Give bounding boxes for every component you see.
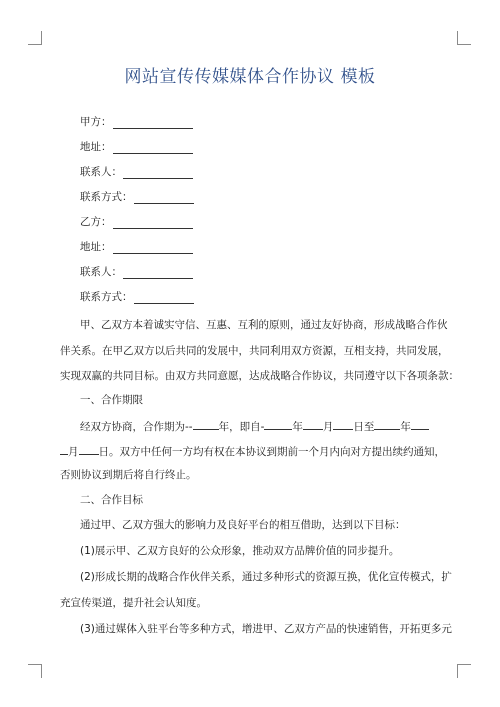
term-line-2 [60, 443, 445, 459]
term-month-1: 月 [322, 421, 334, 433]
party-a-field [80, 115, 193, 129]
section-2-heading: 二、合作目标 [80, 494, 143, 506]
goal-item-2-line-2: 充宣传渠道，提升社会认知度。 [60, 597, 207, 609]
contact-method-b-blank [134, 292, 194, 304]
term-blank-7 [60, 443, 68, 455]
party-a-label: 甲方： [80, 116, 112, 128]
term-blank-4 [333, 418, 353, 430]
section-1-heading: 一、合作期限 [80, 394, 143, 406]
document-title: 网站宣传传媒媒体合作协议 模板 [124, 67, 376, 87]
term-blank-6 [411, 418, 429, 430]
address-a-field [80, 140, 193, 154]
goal-item-3: (3)通过媒体入驻平台等多种方式，增进甲、乙双方产品的快速销售，开拓更多元 [80, 623, 452, 635]
contact-a-label: 联系人： [80, 166, 122, 178]
address-b-field [80, 240, 193, 254]
term-blank-8 [79, 443, 99, 455]
address-a-label: 地址： [80, 141, 112, 153]
term-line-1 [80, 418, 442, 434]
section-2-intro: 通过甲、乙双方强大的影响力及良好平台的相互借助，达到以下目标： [80, 519, 406, 531]
page-corner-mark-top-right [457, 31, 471, 45]
goal-item-1: (1)展示甲、乙双方良好的公众形象，推动双方品牌价值的同步提升。 [80, 545, 400, 557]
term-year-3: 年 [400, 421, 411, 433]
contact-method-a-label: 联系方式： [80, 191, 133, 203]
goal-item-2-line-1: (2)形成长期的战略合作伙伴关系，通过多种形式的资源互换，优化宣传模式，扩 [80, 571, 452, 583]
intro-line-3: 实现双赢的共同目标。由双方共同意愿，达成战略合作协议，共同遵守以下各项条款： [60, 370, 459, 382]
address-a-blank [113, 142, 193, 154]
term-blank-1 [193, 418, 219, 430]
contact-method-a-blank [134, 192, 194, 204]
contact-b-label: 联系人： [80, 266, 122, 278]
term-blank-5 [374, 418, 400, 430]
term-prefix: 经双方协商，合作期为-- [80, 421, 193, 433]
address-b-label: 地址： [80, 241, 112, 253]
page-corner-mark-bottom-right [457, 664, 471, 678]
page-corner-mark-bottom-left [28, 664, 42, 678]
intro-line-1: 甲、乙双方本着诚实守信、互惠、互利的原则，通过友好协商，形成战略合作伙 [80, 319, 448, 331]
term-day-1: 日至 [353, 421, 375, 433]
party-b-label: 乙方： [80, 216, 112, 228]
contact-b-blank [123, 267, 193, 279]
party-b-blank [113, 217, 193, 229]
contact-a-field [80, 165, 193, 179]
contact-method-b-field [80, 290, 194, 304]
party-a-blank [113, 117, 193, 129]
term-year-2: 年 [292, 421, 303, 433]
contact-b-field [80, 265, 193, 279]
term-day-2: 日。双方中任何一方均有权在本协议到期前一个月内向对方提出续约通知， [98, 446, 445, 458]
term-line-3: 否则协议到期后将自行终止。 [60, 469, 197, 481]
address-b-blank [113, 242, 193, 254]
term-blank-3 [303, 418, 323, 430]
term-year-1: 年，即自- [218, 421, 265, 433]
contact-a-blank [123, 167, 193, 179]
contact-method-b-label: 联系方式： [80, 291, 133, 303]
term-month-2: 月 [68, 446, 79, 458]
party-b-field [80, 215, 193, 229]
intro-line-2: 伴关系。在甲乙双方以后共同的发展中，共同利用双方资源，互相支持，共同发展， [60, 345, 449, 357]
page-corner-mark-top-left [28, 31, 42, 45]
term-blank-2 [264, 418, 292, 430]
contact-method-a-field [80, 190, 194, 204]
